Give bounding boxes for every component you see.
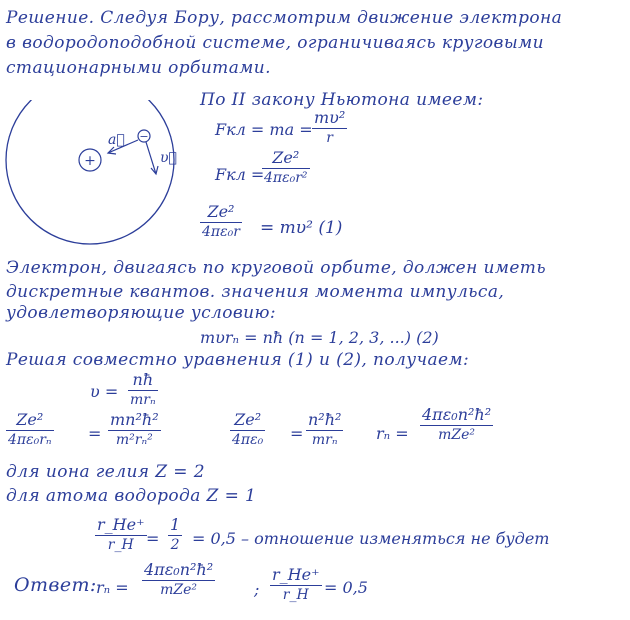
ratio-tail: = 0,5 – отношение изменяться не будет xyxy=(192,529,550,548)
c-lhs: rₙ = xyxy=(376,424,409,443)
intro-line-1: Решение. Следуя Бору, рассмотрим движение электрона xyxy=(6,8,563,28)
fraction-bar xyxy=(6,430,54,431)
b-lhs-fraction xyxy=(230,410,265,448)
v-numerator: nħ xyxy=(132,370,154,389)
quant-equation: mυrₙ = nħ (n = 1, 2, 3, ...) (2) xyxy=(200,328,439,347)
v-fraction xyxy=(128,370,158,408)
fraction-bar xyxy=(270,585,322,586)
half-fraction xyxy=(168,515,182,553)
quant-line-3: удовлетворяющие условию: xyxy=(6,303,277,323)
intro-line-3: стационарными орбитами. xyxy=(6,58,271,78)
fraction-bar xyxy=(128,390,158,391)
helium-case: для иона гелия Z = 2 xyxy=(6,462,205,482)
b-rhs-fraction xyxy=(306,410,343,448)
b-rhs-numerator: n²ħ² xyxy=(308,410,342,429)
answer-ratio-value: = 0,5 xyxy=(324,578,368,597)
ratio-numerator: r_He⁺ xyxy=(97,515,145,534)
answer-rn-numerator: 4πε₀n²ħ² xyxy=(144,560,214,579)
b-numerator: Ze² xyxy=(234,410,262,429)
a-rhs-fraction xyxy=(108,410,161,448)
fraction-bar xyxy=(420,425,493,426)
b-equals: = xyxy=(290,424,304,443)
acceleration-label: a⃗ xyxy=(108,132,125,148)
eq2-numerator: Ze² xyxy=(272,148,300,167)
orbit-circle xyxy=(6,100,174,244)
velocity-arrow xyxy=(146,142,156,174)
eq1-numerator: mυ² xyxy=(314,108,346,127)
eq2-denominator: 4πε₀r² xyxy=(264,170,308,186)
answer-separator: ; xyxy=(254,580,260,599)
v-denominator: mrₙ xyxy=(130,392,156,408)
ratio-fraction xyxy=(95,515,147,553)
a-lhs-fraction xyxy=(6,410,54,448)
ratio-denominator: r_H xyxy=(107,537,134,553)
v-lhs: υ = xyxy=(90,382,119,401)
velocity-label: υ⃗ xyxy=(160,150,177,166)
ratio-equals: = xyxy=(146,529,160,548)
fraction-bar xyxy=(108,430,161,431)
answer-rn-denominator: mZe² xyxy=(160,582,198,598)
orbit-diagram xyxy=(0,100,200,250)
eq1-lhs: Fкл = ma = xyxy=(215,120,313,139)
fraction-bar xyxy=(306,430,343,431)
a-denominator: 4πε₀rₙ xyxy=(8,432,52,448)
answer-rn-fraction xyxy=(142,560,215,598)
answer-label: Ответ: xyxy=(14,574,97,596)
b-rhs-denominator: mrₙ xyxy=(311,432,338,448)
eq2-fraction xyxy=(262,148,310,186)
nucleus-label: + xyxy=(84,153,96,169)
answer-ratio-numerator: r_He⁺ xyxy=(272,565,320,584)
fraction-bar xyxy=(200,222,242,223)
eq3-rhs: = mυ² (1) xyxy=(260,218,343,238)
b-denominator: 4πε₀ xyxy=(232,432,264,448)
solve-line: Решая совместно уравнения (1) и (2), получаем: xyxy=(6,350,470,370)
fraction-bar xyxy=(312,128,347,129)
answer-ratio-denominator: r_H xyxy=(282,587,309,603)
eq3-fraction xyxy=(200,202,242,240)
fraction-bar xyxy=(262,168,310,169)
quant-line-2: дискретные квантов. значения момента импульса, xyxy=(6,282,505,302)
half-denominator: 2 xyxy=(170,537,180,553)
half-numerator: 1 xyxy=(170,515,181,534)
electron-label: − xyxy=(139,130,149,143)
intro-line-2: в водородоподобной системе, ограничиваясь круговыми xyxy=(6,33,544,53)
fraction-bar xyxy=(230,430,265,431)
a-rhs-denominator: m²rₙ² xyxy=(115,432,153,448)
eq3-denominator: 4πε₀r xyxy=(202,224,240,240)
eq1-denominator: r xyxy=(326,130,333,146)
c-denominator: mZe² xyxy=(438,427,476,443)
quant-line-1: Электрон, двигаясь по круговой орбите, должен иметь xyxy=(6,258,546,278)
hydrogen-case: для атома водорода Z = 1 xyxy=(6,486,257,506)
answer-rn-lhs: rₙ = xyxy=(96,578,129,597)
fraction-bar xyxy=(168,535,182,536)
fraction-bar xyxy=(95,535,147,536)
a-rhs-numerator: mn²ħ² xyxy=(110,410,159,429)
newton-heading: По II закону Ньютона имеем: xyxy=(200,90,484,110)
fraction-bar xyxy=(142,580,215,581)
c-numerator: 4πε₀n²ħ² xyxy=(422,405,492,424)
eq3-numerator: Ze² xyxy=(207,202,235,221)
eq2-lhs: Fкл = xyxy=(215,165,265,184)
answer-ratio-fraction xyxy=(270,565,322,603)
c-fraction xyxy=(420,405,493,443)
a-numerator: Ze² xyxy=(16,410,44,429)
a-equals: = xyxy=(88,424,102,443)
eq1-fraction xyxy=(312,108,347,146)
